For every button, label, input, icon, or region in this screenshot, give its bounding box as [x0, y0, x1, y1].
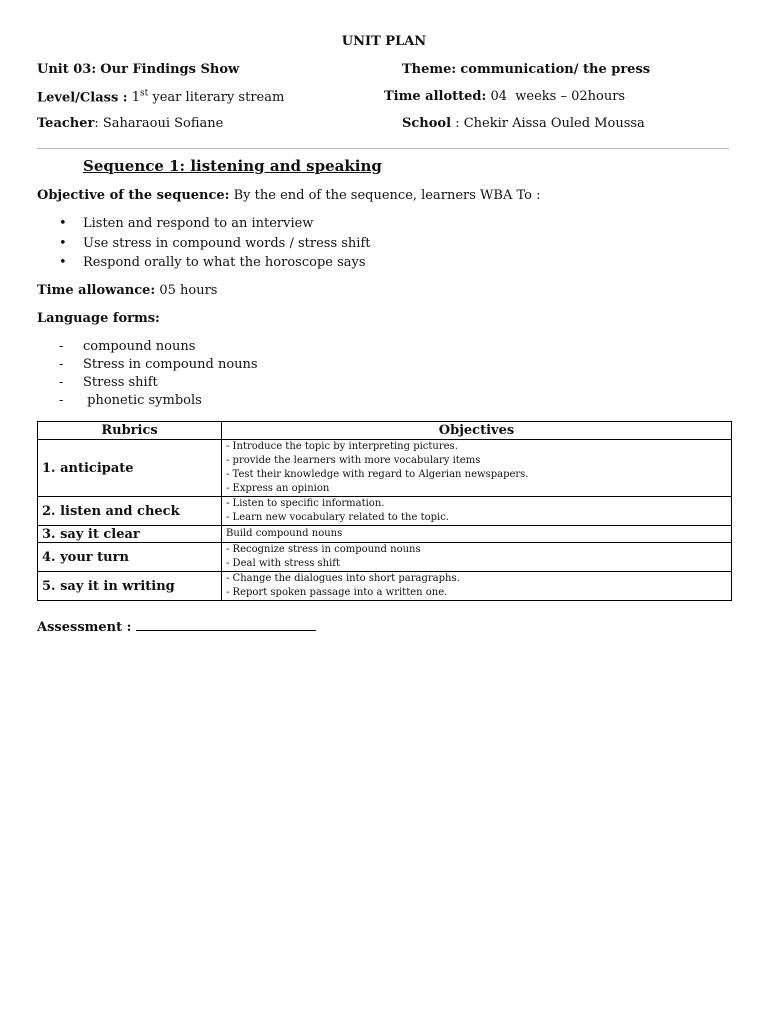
objective-line: - provide the learners with more vocabulary items [226, 455, 481, 466]
separator-line [37, 148, 729, 149]
rubric-cell: 2. listen and check [38, 497, 222, 526]
objective-line: - Recognize stress in compound nouns [226, 544, 421, 555]
teacher-label: Teacher [37, 116, 95, 131]
level-superscript: st [140, 89, 149, 99]
school-value: : Chekir Aissa Ouled Moussa [455, 116, 645, 131]
language-forms-label: Language forms: [37, 311, 160, 326]
rubric-cell: 3. say it clear [38, 526, 222, 543]
objectives-cell [222, 572, 732, 601]
table-row [38, 526, 732, 543]
assessment-blank-line [136, 618, 316, 631]
time-allowance [37, 283, 217, 298]
objectives-cell [222, 543, 732, 572]
rubric-cell: 4. your turn [38, 543, 222, 572]
list-item: - phonetic symbols [37, 393, 258, 411]
time-allotted-line [384, 89, 625, 104]
objective-line: - Introduce the topic by interpreting pictures. [226, 441, 458, 452]
objective-line: - Listen to specific information. [226, 498, 385, 509]
assessment-label: Assessment : [37, 620, 132, 635]
list-item: - Stress shift [37, 375, 258, 393]
level-line [37, 89, 284, 105]
level-text: year literary stream [148, 90, 285, 106]
rubric-cell: 5. say it in writing [38, 572, 222, 601]
rubric-cell: 1. anticipate [38, 440, 222, 497]
objective-line: - Deal with stress shift [226, 558, 341, 569]
time-allowance-value: 05 hours [155, 283, 218, 298]
objective-line: - Report spoken passage into a written one. [226, 587, 448, 598]
teacher-line [37, 116, 223, 131]
list-item: - Stress in compound nouns [37, 357, 258, 375]
table-row [38, 543, 732, 572]
sequence-title: Sequence 1: listening and speaking [83, 157, 382, 175]
sequence-objective [37, 188, 540, 203]
unit-line [37, 62, 239, 77]
objective-line: - Express an opinion [226, 483, 330, 494]
level-label: Level/Class : [37, 90, 128, 106]
list-item: • Use stress in compound words / stress shift [37, 236, 371, 256]
list-item: • Listen and respond to an interview [37, 216, 371, 236]
rubrics-table [37, 421, 732, 601]
table-header-row [38, 422, 732, 440]
table-row [38, 572, 732, 601]
objective-line: - Change the dialogues into short paragraphs. [226, 573, 460, 584]
unit-value: Our Findings Show [100, 62, 240, 77]
table-row [38, 497, 732, 526]
school-line [402, 116, 645, 131]
objectives-cell [222, 526, 732, 543]
objective-line: - Learn new vocabulary related to the topic. [226, 512, 449, 523]
objective-text: By the end of the sequence, learners WBA To : [229, 188, 541, 203]
objectives-list [37, 216, 371, 275]
unit-label: Unit 03: [37, 62, 97, 77]
objective-line: Build compound nouns [226, 528, 343, 539]
time-allowance-label: Time allowance: [37, 283, 156, 298]
teacher-value: : Saharaoui Sofiane [94, 116, 224, 131]
school-label: School [402, 116, 452, 131]
theme-value: communication/ the press [460, 62, 651, 77]
objective-label: Objective of the sequence: [37, 188, 230, 203]
assessment [37, 618, 316, 635]
theme-label: Theme: [402, 62, 457, 77]
header-objectives: Objectives [222, 422, 732, 440]
time-allotted-label: Time allotted: [384, 89, 487, 104]
language-forms-list [37, 339, 258, 411]
objective-line: - Test their knowledge with regard to Algerian newspapers. [226, 469, 529, 480]
list-item: • Respond orally to what the horoscope says [37, 255, 371, 275]
level-number: 1 [131, 90, 141, 106]
theme-line [402, 62, 650, 77]
list-item: - compound nouns [37, 339, 258, 357]
objectives-cell [222, 440, 732, 497]
time-allotted-value: 04 weeks – 02hours [490, 89, 626, 104]
level-value [132, 90, 285, 105]
header-rubrics: Rubrics [38, 422, 222, 440]
table-row [38, 440, 732, 497]
page-title: UNIT PLAN [341, 34, 427, 49]
objectives-cell [222, 497, 732, 526]
